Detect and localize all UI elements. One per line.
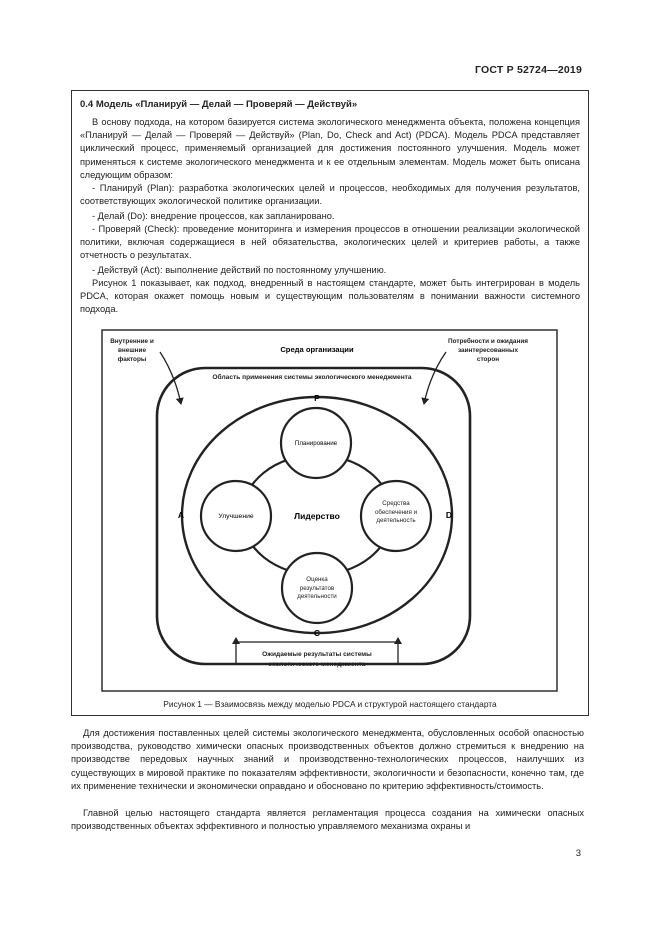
body-paragraph-2: Главной целью настоящего стандарта является регламентация процесса создания на химически опасных производственных объектах эффективного и полностью управляемого механизма охраны и — [71, 808, 584, 832]
section-paragraph-figure-ref: Рисунок 1 показывает, как подход, внедренный в настоящем стандарте, может быть интегрирован в модель PDCA, которая окажет помощь новым и существующим пользователям в понимании важности системного подхода. — [80, 278, 580, 315]
section-paragraph-intro: В основу подхода, на котором базируется система экологического менеджмента объекта, положена концепция «Планируй — Делай — Проверяй — Действуй» (Plan, Do, Check and Act) (PDCA). Модель PDCA представляет циклический процесс, применяемый организацией для достижения постоянного улучшения. Модель может применяться к системе экологического менеджмента и к ее отдельным элементам. Модель может быть описана следующим образом: — [80, 117, 580, 180]
body-paragraph-1: Для достижения поставленных целей системы экологического менеджмента, обусловленных особой опасностью производства, руководство химически опасных производственных объектов должно стремиться к внедрению на производстве передовых научных знаний и производственно-технологических процессов, наилучших из существующих в мировой практике по показателям эффективности, экологичности и безопасности, конечно там, где их применение технически и экономически оправдано и обосновано по критерию эффективность/стоимость. — [71, 728, 584, 791]
leadership-label: Лидерство — [294, 511, 340, 521]
section-paragraph-act: - Действуй (Act): выполнение действий по постоянному улучшению. — [92, 265, 387, 275]
section-paragraph-do: - Делай (Do): внедрение процессов, как запланировано. — [92, 211, 335, 221]
interested-parties-label: Потребности и ожидания заинтересованных сторон — [448, 338, 528, 363]
page-number: 3 — [575, 848, 581, 859]
figure-caption: Рисунок 1 — Взаимосвязь между моделью PDCA и структурой настоящего стандарта — [163, 699, 497, 709]
internal-factors-arrow — [160, 352, 181, 404]
org-environment-label: Среда организации — [280, 345, 354, 354]
support-label: Средства обеспечения и деятельность — [374, 500, 418, 524]
letter-d: D — [445, 510, 453, 520]
parties-arrow — [424, 352, 446, 404]
section-paragraph-plan: - Планируй (Plan): разработка экологических целей и процессов, необходимых для получения результатов, соответствующих экологической политике организации. — [80, 183, 580, 207]
evaluation-label: Оценка результатов деятельности — [297, 576, 337, 600]
scope-label: Область применения системы экологического менеджмента — [212, 374, 412, 381]
letter-a: A — [177, 510, 185, 520]
outcomes-label: Ожидаемые результаты системы экологического менеджмента — [262, 651, 372, 668]
section-title: 0.4 Модель «Планируй — Делай — Проверяй — Действуй» — [80, 99, 358, 110]
internal-external-label: Внутренние и внешние факторы — [110, 338, 154, 363]
planning-label: Планирование — [294, 440, 338, 447]
improvement-label: Улучшение — [218, 513, 254, 520]
letter-c: C — [313, 628, 321, 638]
standard-code: ГОСТ Р 52724—2019 — [474, 64, 582, 76]
section-paragraph-check: - Проверяй (Check): проведение мониторинга и измерения процессов в отношении реализации экологической политики, включая содержащиеся в ней обязательства, экологических целей и критериев работы, а также отчетность о результатах. — [80, 224, 580, 261]
letter-p: P — [314, 393, 320, 403]
